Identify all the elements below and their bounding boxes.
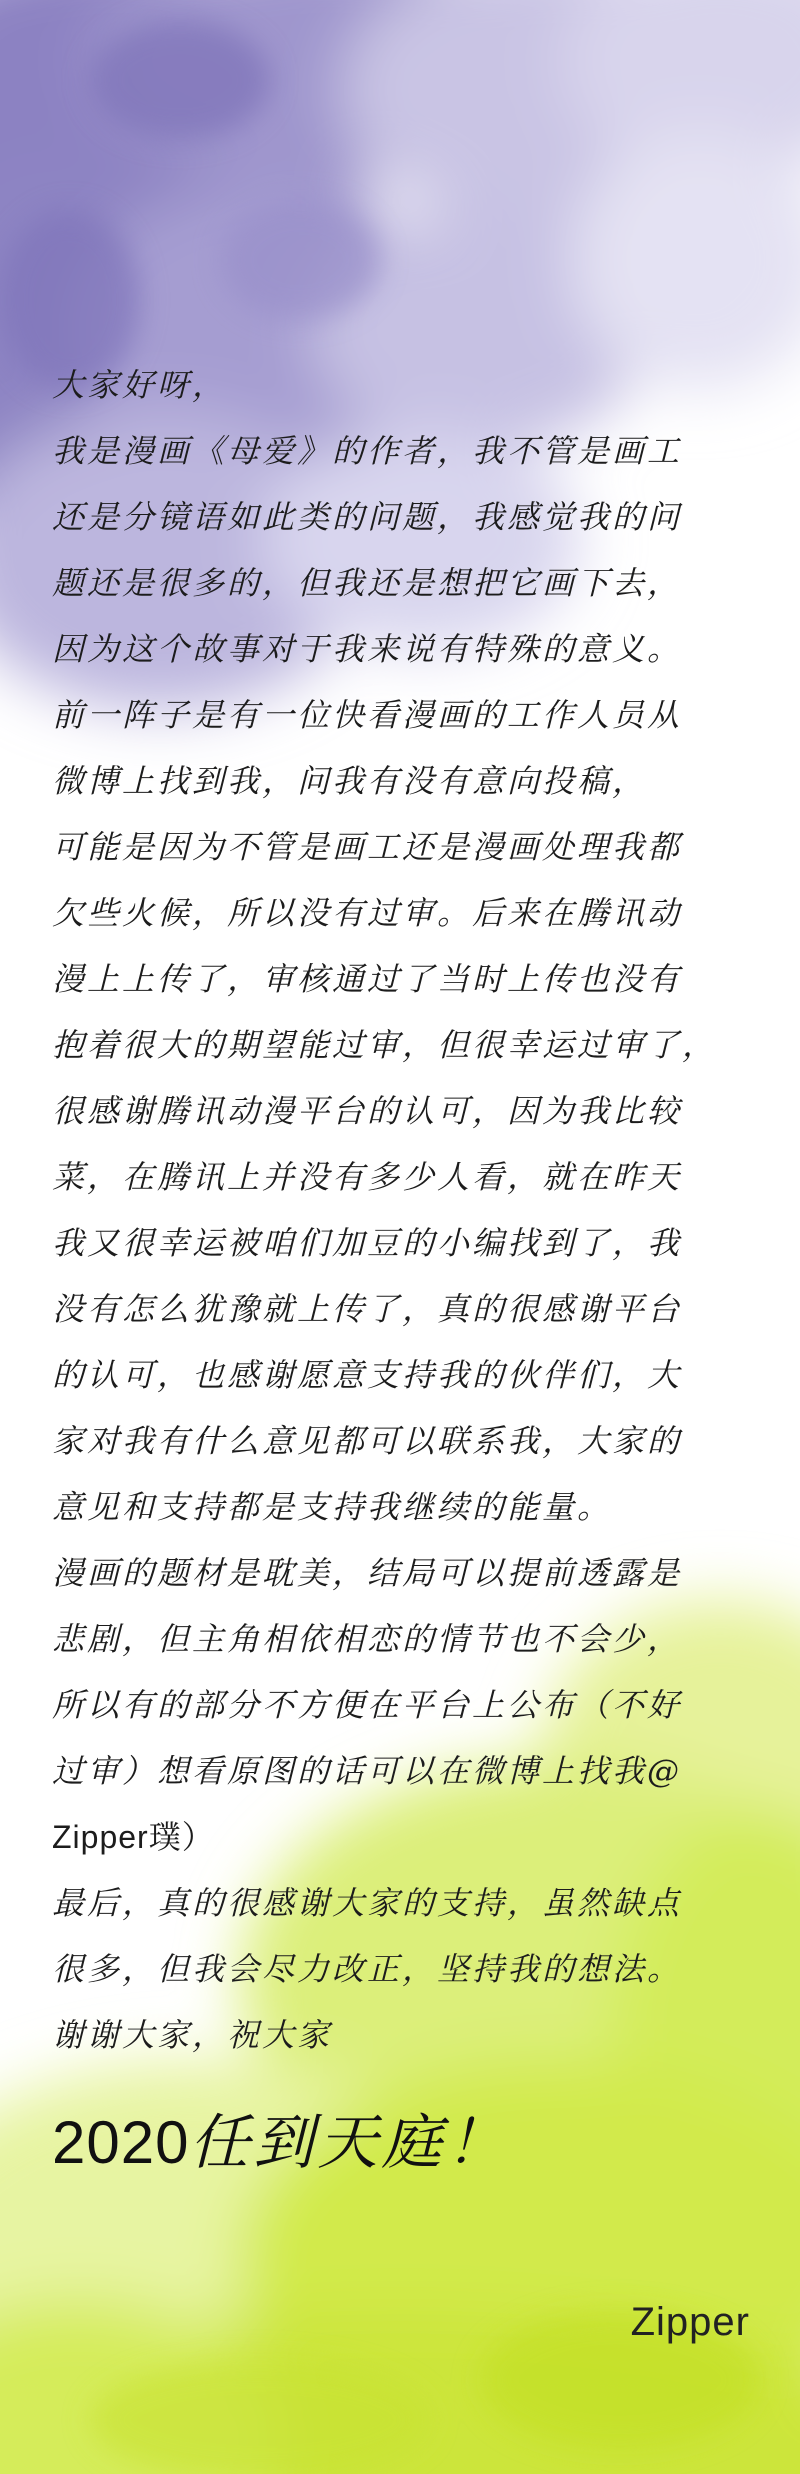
letter-line: 谢谢大家，祝大家 <box>52 2016 333 2054</box>
letter-line: 没有怎么犹豫就上传了，真的很感谢平台 <box>52 1290 683 1328</box>
closing-text: 任到天庭！ <box>189 2108 510 2178</box>
letter-line: 意见和支持都是支持我继续的能量。 <box>52 1488 613 1526</box>
letter-body <box>52 352 772 2068</box>
letter-line: 最后，真的很感谢大家的支持，虽然缺点 <box>52 1884 683 1922</box>
letter-line: 漫上上传了，审核通过了当时上传也没有 <box>52 960 683 998</box>
letter-line: 因为这个故事对于我来说有特殊的意义。 <box>52 630 683 668</box>
letter-line: 很感谢腾讯动漫平台的认可，因为我比较 <box>52 1092 683 1130</box>
letter-line: 漫画的题材是耽美，结局可以提前透露是 <box>52 1554 683 1592</box>
letter-line: 家对我有什么意见都可以联系我，大家的 <box>52 1422 683 1460</box>
letter-line: 菜，在腾讯上并没有多少人看，就在昨天 <box>52 1158 683 1196</box>
letter-line: Zipper璞） <box>52 1819 215 1855</box>
letter-line: 前一阵子是有一位快看漫画的工作人员从 <box>52 696 683 734</box>
letter-line: 抱着很大的期望能过审，但很幸运过审了， <box>52 1026 718 1064</box>
letter-line: 的认可，也感谢愿意支持我的伙伴们，大 <box>52 1356 683 1394</box>
letter-line: 我是漫画《母爱》的作者，我不管是画工 <box>52 432 683 470</box>
letter-line: 微博上找到我，问我有没有意向投稿， <box>52 762 648 800</box>
letter-line: 过审）想看原图的话可以在微博上找我@ <box>52 1752 683 1790</box>
greeting: 大家好呀， <box>52 366 228 404</box>
letter-line: 还是分镜语如此类的问题，我感觉我的问 <box>52 498 683 536</box>
letter-line: 很多，但我会尽力改正，坚持我的想法。 <box>52 1950 683 1988</box>
letter-line: 可能是因为不管是画工还是漫画处理我都 <box>52 828 683 866</box>
letter-line: 我又很幸运被咱们加豆的小编找到了，我 <box>52 1224 683 1262</box>
closing-year: 2020 <box>52 2109 190 2176</box>
letter-line: 欠些火候，所以没有过审。后来在腾讯动 <box>52 894 683 932</box>
letter-line: 悲剧，但主角相依相恋的情节也不会少， <box>52 1620 683 1658</box>
letter-line: 题还是很多的，但我还是想把它画下去， <box>52 564 683 602</box>
author-signature: Zipper <box>630 2300 750 2344</box>
letter-line: 所以有的部分不方便在平台上公布（不好 <box>52 1686 683 1724</box>
closing-wish <box>52 2098 509 2188</box>
